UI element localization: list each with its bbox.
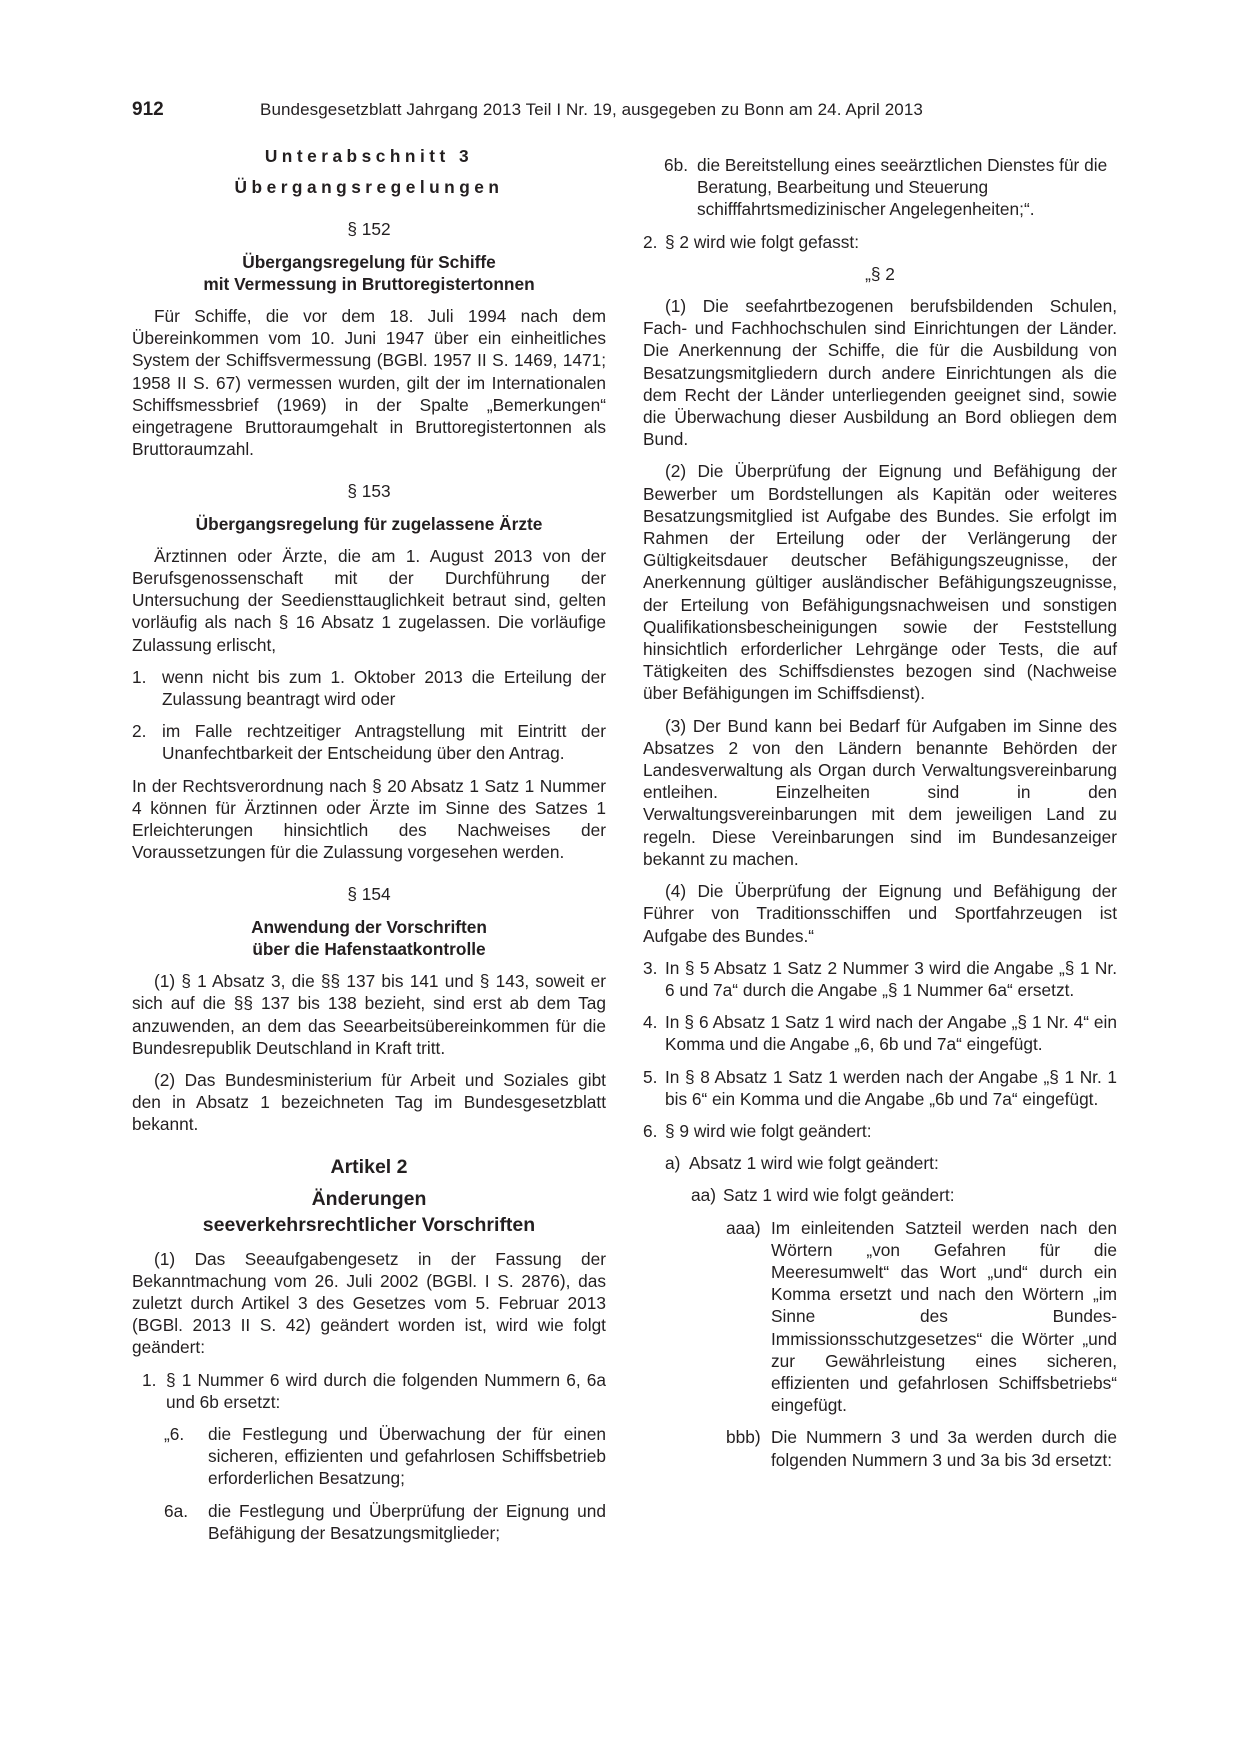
- section-153-text: Ärztinnen oder Ärzte, die am 1. August 2013 von der Berufsgenossenschaft mit der Durchführung der Untersuchung der Seediensttauglichkeit betraut sind, gelten vorläufig als nach § 16 Absatz 1 zugelassen. Die vorläufige Zulassung erlischt,: [132, 545, 606, 655]
- unterabschnitt-heading: Unterabschnitt 3: [264, 146, 474, 166]
- section-2-paragraph-2: (2) Die Überprüfung der Eignung und Befähigung der Bewerber um Bordstellungen als Kapitän oder weiteres Besatzungsmitglied ist Aufgabe des Bundes. Sie erfolgt im Rahmen der Erteilung oder der Verlängerung der Gültigkeitsdauer deutscher Befähigungszeugnisse, der Anerkennung gültiger ausländischer Befähigungszeugnisse, der Erteilung von Befähigungsnachweisen und sonstigen Qualifikationsbescheinigungen sowie der Feststellung hinsichtlich erforderlicher Lehrgänge oder Tests, die auf Tätigkeiten des Schiffsdienstes bezogen sind (Nachweise über Befähigungen im Schiffsdienst).: [643, 461, 1117, 704]
- right-column: [643, 154, 1117, 1481]
- section-2-paragraph-1: (1) Die seefahrtbezogenen berufsbildenden Schulen, Fach- und Fachhochschulen sind Einrichtungen der Länder. Die Anerkennung der Schiffe, die für die Ausbildung von Besatzungsmitgliedern durch andere Einrichtungen als die dem Recht der Länder unterliegenden geeignet sind, sowie die Überwachung dieser Ausbildung an Bord obliegen dem Bund.: [643, 296, 1117, 450]
- section-152-text: Für Schiffe, die vor dem 18. Juli 1994 nach dem Übereinkommen vom 10. Juni 1947 über ein einheitliches System der Schiffsvermessung (BGBl. 1957 II S. 1469, 1471; 1958 II S. 67) vermessen wurden, gilt der im Internationalen Schiffsmessbrief (1969) in der Spalte „Bemerkungen“ eingetragene Bruttoraumgehalt in Bruttoregistertonnen als Bruttoraumzahl.: [132, 306, 606, 460]
- list-item: 1. § 1 Nummer 6 wird durch die folgenden Nummern 6, 6a und 6b ersetzt:: [142, 1369, 606, 1412]
- list-item: 2. im Falle rechtzeitiger Antragstellung mit Eintritt der Unanfechtbarkeit der Entscheidung über den Antrag.: [132, 721, 606, 764]
- list-item: 6. § 9 wird wie folgt geändert:: [643, 1120, 872, 1141]
- section-154-title-2: über die Hafenstaatkontrolle: [252, 938, 486, 959]
- article-2-subtitle-2: seeverkehrsrechtlicher Vorschriften: [202, 1213, 536, 1236]
- section-2-paragraph-4: (4) Die Überprüfung der Eignung und Befähigung der Führer von Traditionsschiffen und Sportfahrzeugen ist Aufgabe des Bundes.“: [643, 881, 1117, 946]
- article-2-title: Artikel 2: [330, 1155, 408, 1178]
- list-item: a) Absatz 1 wird wie folgt geändert:: [665, 1153, 939, 1174]
- section-154-paragraph-2: (2) Das Bundesministerium für Arbeit und Soziales gibt den in Absatz 1 bezeichneten Tag im Bundesgesetzblatt bekannt.: [132, 1069, 606, 1135]
- article-2-subtitle-1: Änderungen: [311, 1187, 427, 1210]
- list-item: aaa) Im einleitenden Satzteil werden nach den Wörtern „von Gefahren für die Meeresumwelt“ das Wort „und“ durch ein Komma ersetzt und nach den Wörtern „im Sinne des Bundes-Immissionsschutzgesetzes“ die Wörter „und zur Gewährleistung eines sicheren, effizienten und gefahrlosen Schiffsbetriebs“ eingefügt.: [726, 1217, 1117, 1416]
- section-154-title-1: Anwendung der Vorschriften: [251, 916, 487, 937]
- section-152-title-2: mit Vermessung in Bruttoregistertonnen: [203, 273, 535, 294]
- section-2-paragraph-3: (3) Der Bund kann bei Bedarf für Aufgaben im Sinne des Absatzes 2 von den Ländern benannte Behörden der Landesverwaltung als Organ durch Verwaltungsvereinbarung entleihen. Einzelheiten sind in den Verwaltungsvereinbarungen mit dem jeweiligen Land zu regeln. Diese Vereinbarungen sind im Bundesanzeiger bekannt zu machen.: [643, 715, 1117, 869]
- list-item: 6a. die Festlegung und Überprüfung der Eignung und Befähigung der Besatzungsmitglieder;: [164, 1500, 606, 1543]
- left-column: [132, 146, 606, 1554]
- section-2-heading: „§ 2: [865, 263, 895, 284]
- section-153-title: Übergangsregelung für zugelassene Ärzte: [195, 513, 543, 534]
- list-item: 3. In § 5 Absatz 1 Satz 2 Nummer 3 wird die Angabe „§ 1 Nr. 6 und 7a“ durch die Angabe „§ 1 Nummer 6a“ ersetzt.: [643, 957, 1117, 1000]
- list-item: 6b. die Bereitstellung eines seeärztlichen Dienstes für die Beratung, Bearbeitung und Steuerung schifffahrtsmedizinischer Angelegenheiten;“.: [664, 155, 1108, 220]
- list-item: 4. In § 6 Absatz 1 Satz 1 wird nach der Angabe „§ 1 Nr. 4“ ein Komma und die Angabe „6, 6b und 7a“ eingefügt.: [643, 1012, 1117, 1055]
- list-item: bbb) Die Nummern 3 und 3a werden durch die folgenden Nummern 3 und 3a bis 3d ersetzt:: [726, 1427, 1117, 1470]
- section-152-title-1: Übergangsregelung für Schiffe: [242, 251, 496, 272]
- list-item: „6. die Festlegung und Überwachung der für einen sicheren, effizienten und gefahrlosen Schiffsbetrieb erforderlichen Besatzung;: [164, 1423, 606, 1489]
- section-154-paragraph-1: (1) § 1 Absatz 3, die §§ 137 bis 141 und § 143, soweit er sich auf die §§ 137 bis 138 bezieht, sind erst ab dem Tag anzuwenden, an dem das Seearbeitsübereinkommen für die Bundesrepublik Deutschland in Kraft tritt.: [132, 971, 606, 1058]
- page-header: [132, 99, 980, 125]
- header-title: Bundesgesetzblatt Jahrgang 2013 Teil I Nr. 19, ausgegeben zu Bonn am 24. April 2013: [260, 100, 923, 119]
- list-item: 1. wenn nicht bis zum 1. Oktober 2013 die Erteilung der Zulassung beantragt wird oder: [132, 666, 606, 710]
- article-2-paragraph-1: (1) Das Seeaufgabengesetz in der Fassung der Bekanntmachung vom 26. Juli 2002 (BGBl. I S. 2876), das zuletzt durch Artikel 3 des Gesetzes vom 5. Februar 2013 (BGBl. 2013 II S. 42) geändert worden ist, wird wie folgt geändert:: [132, 1248, 606, 1358]
- section-153-number: § 153: [347, 481, 391, 502]
- section-153-text-2: In der Rechtsverordnung nach § 20 Absatz 1 Satz 1 Nummer 4 können für Ärztinnen oder Ärzte im Sinne des Satzes 1 Erleichterungen hinsichtlich des Nachweises der Voraussetzungen für die Zulassung vorgesehen werden.: [132, 775, 606, 863]
- list-item: 5. In § 8 Absatz 1 Satz 1 werden nach der Angabe „§ 1 Nr. 1 bis 6“ ein Komma und die Angabe „6b und 7a“ eingefügt.: [643, 1066, 1117, 1109]
- section-154-number: § 154: [347, 884, 391, 905]
- list-item: 2. § 2 wird wie folgt gefasst:: [643, 231, 860, 252]
- uebergang-heading: Übergangsregelungen: [234, 177, 504, 198]
- list-item: aa) Satz 1 wird wie folgt geändert:: [691, 1185, 955, 1206]
- section-152-number: § 152: [347, 219, 391, 240]
- page-number: 912: [132, 99, 164, 120]
